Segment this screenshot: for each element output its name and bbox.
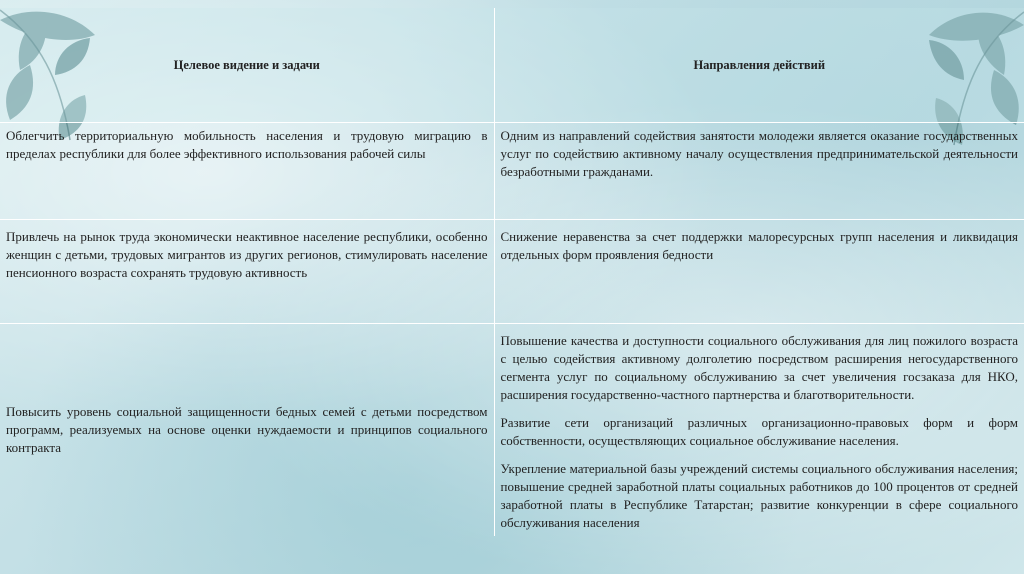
header-goals: Целевое видение и задачи [0, 8, 494, 123]
action-text: Укрепление материальной базы учреждений системы социального обслуживания населения; повышение средней заработной платы социальных работников до 100 процентов от средней заработной платы в Республике Татарстан; развитие конкуренции в сфере социального обслуживания населения [500, 461, 1018, 530]
action-text: Снижение неравенства за счет поддержки малоресурсных групп населения и ликвидация отдельных форм проявления бедности [500, 229, 1018, 262]
goal-cell: Облегчить территориальную мобильность населения и трудовую миграцию в пределах республики для более эффективного использования рабочей силы [0, 123, 494, 220]
table-row [0, 220, 1024, 324]
actions-cell [494, 123, 1024, 220]
action-text: Повышение качества и доступности социального обслуживания для лиц пожилого возраста с целью содействия активному долголетию посредством расширения негосударственного сегмента услуг по социальному обслуживанию за счет увеличения госзаказа для НКО, расширения государственно-частного партнерства и благотворительности. [500, 333, 1018, 402]
goals-actions-table [0, 8, 1024, 536]
goal-cell: Привлечь на рынок труда экономически неактивное население республики, особенно женщин с детьми, трудовых мигрантов из других регионов, стимулировать население пенсионного возраста сохранять трудовую активность [0, 220, 494, 324]
table-row [0, 123, 1024, 220]
actions-cell [494, 324, 1024, 537]
goal-cell: Повысить уровень социальной защищенности бедных семей с детьми посредством программ, реализуемых на основе оценки нуждаемости и принципов социального контракта [0, 324, 494, 537]
actions-cell [494, 220, 1024, 324]
header-actions: Направления действий [494, 8, 1024, 123]
action-text: Развитие сети организаций различных организационно-правовых форм и форм собственности, осуществляющих социальное обслуживание населения. [500, 415, 1018, 448]
table-header-row [0, 8, 1024, 123]
action-text: Одним из направлений содействия занятости молодежи является оказание государственных услуг по содействию активному началу осуществления предпринимательской деятельности безработными гражданами. [500, 128, 1018, 179]
table-row [0, 324, 1024, 537]
